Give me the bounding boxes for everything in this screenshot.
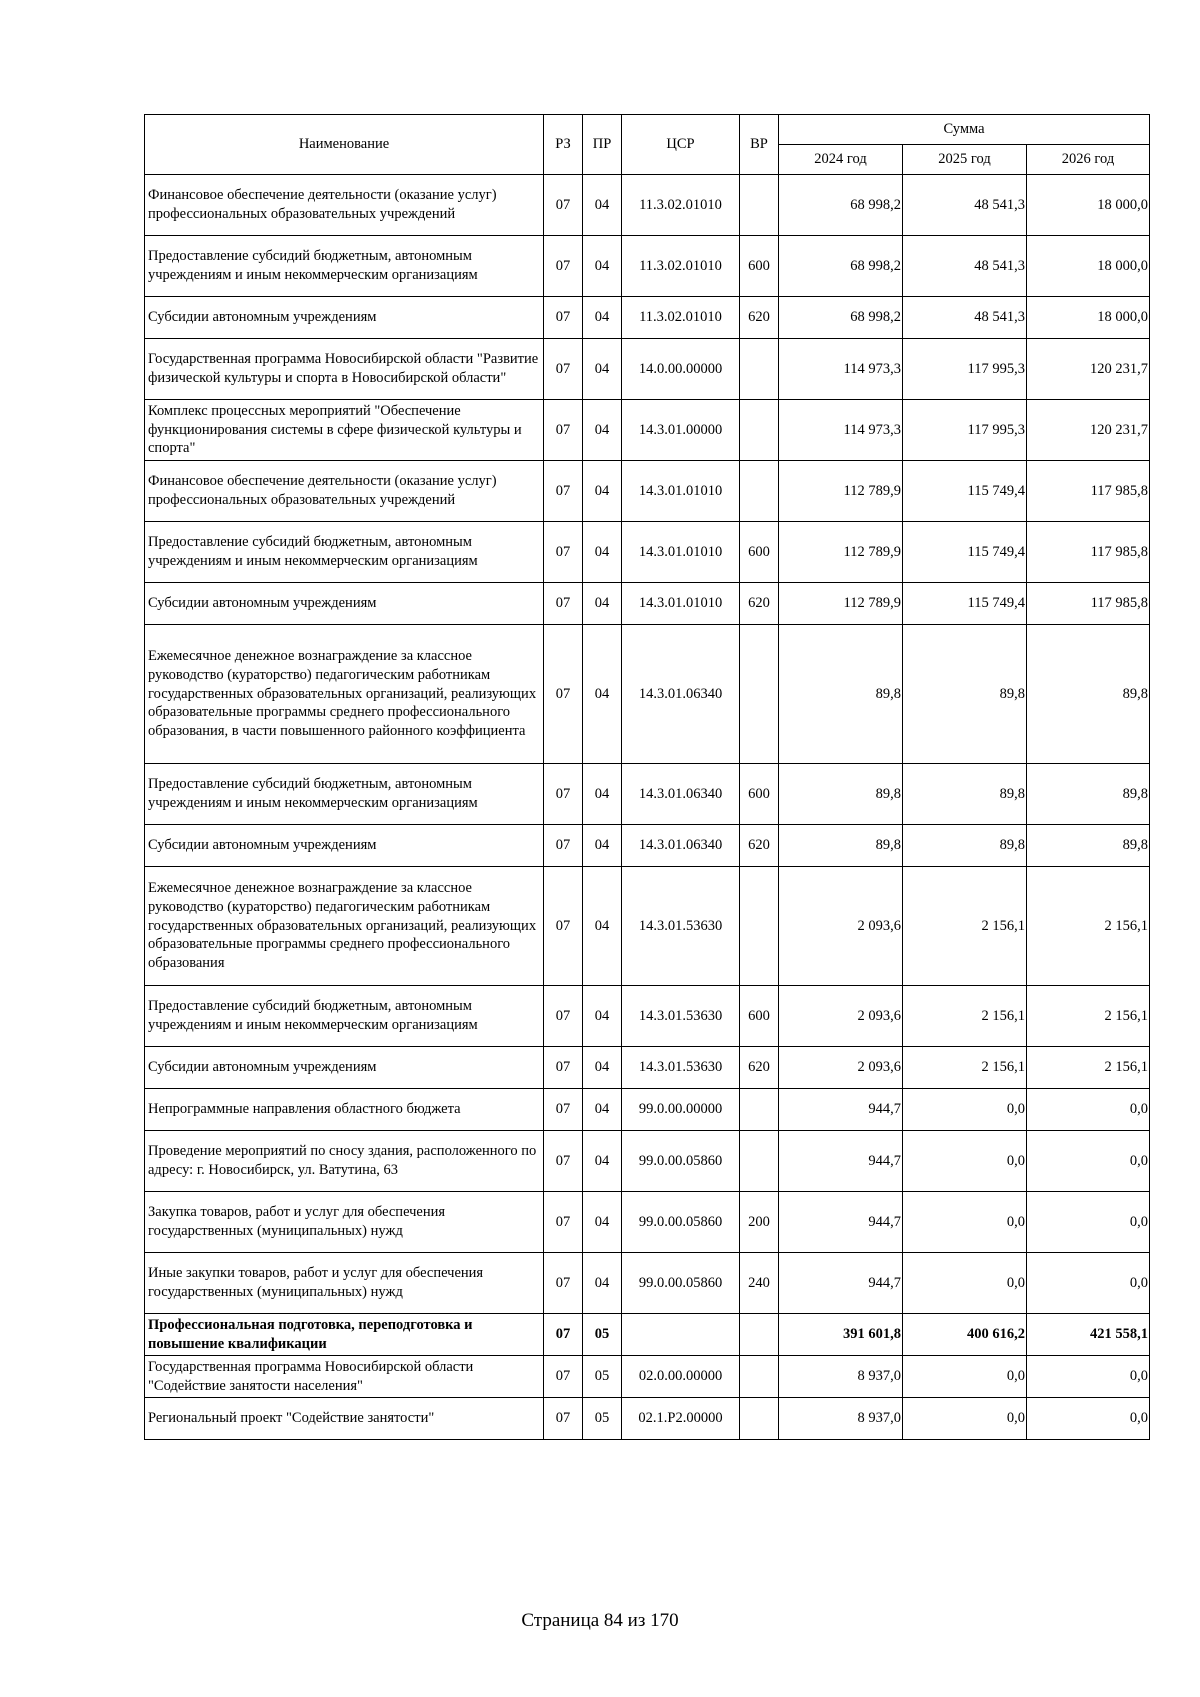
row-name: Комплекс процессных мероприятий "Обеспечение функционирования системы в сфере физической культуры и спорта" xyxy=(145,400,544,461)
row-csr: 14.3.01.06340 xyxy=(622,625,740,764)
row-vr xyxy=(740,175,779,236)
row-sum-2026: 18 000,0 xyxy=(1027,297,1150,339)
row-sum-2025: 0,0 xyxy=(903,1398,1027,1440)
row-vr xyxy=(740,400,779,461)
row-sum-2026: 89,8 xyxy=(1027,625,1150,764)
row-pr: 04 xyxy=(583,986,622,1047)
row-sum-2025: 48 541,3 xyxy=(903,236,1027,297)
row-sum-2024: 112 789,9 xyxy=(779,461,903,522)
row-sum-2025: 117 995,3 xyxy=(903,339,1027,400)
row-name: Закупка товаров, работ и услуг для обеспечения государственных (муниципальных) нужд xyxy=(145,1192,544,1253)
row-sum-2025: 48 541,3 xyxy=(903,297,1027,339)
row-sum-2026: 120 231,7 xyxy=(1027,400,1150,461)
row-sum-2026: 421 558,1 xyxy=(1027,1314,1150,1356)
row-pr: 04 xyxy=(583,339,622,400)
row-rz: 07 xyxy=(544,297,583,339)
row-name: Профессиональная подготовка, переподготовка и повышение квалификации xyxy=(145,1314,544,1356)
row-sum-2024: 2 093,6 xyxy=(779,867,903,986)
table-row xyxy=(145,1253,1150,1314)
table-row xyxy=(145,175,1150,236)
row-pr: 04 xyxy=(583,175,622,236)
table-row xyxy=(145,1089,1150,1131)
table-row xyxy=(145,583,1150,625)
header-vr: ВР xyxy=(740,115,779,175)
row-sum-2025: 400 616,2 xyxy=(903,1314,1027,1356)
row-csr: 99.0.00.05860 xyxy=(622,1131,740,1192)
row-sum-2024: 944,7 xyxy=(779,1089,903,1131)
row-name: Иные закупки товаров, работ и услуг для обеспечения государственных (муниципальных) нужд xyxy=(145,1253,544,1314)
table-row xyxy=(145,986,1150,1047)
row-vr xyxy=(740,461,779,522)
row-name: Предоставление субсидий бюджетным, автономным учреждениям и иным некоммерческим организациям xyxy=(145,764,544,825)
row-sum-2026: 117 985,8 xyxy=(1027,522,1150,583)
row-sum-2024: 2 093,6 xyxy=(779,986,903,1047)
row-vr xyxy=(740,867,779,986)
table-row xyxy=(145,339,1150,400)
header-csr: ЦСР xyxy=(622,115,740,175)
row-name: Проведение мероприятий по сносу здания, расположенного по адресу: г. Новосибирск, ул. Ватутина, 63 xyxy=(145,1131,544,1192)
row-rz: 07 xyxy=(544,175,583,236)
row-sum-2024: 8 937,0 xyxy=(779,1356,903,1398)
row-sum-2025: 89,8 xyxy=(903,764,1027,825)
row-rz: 07 xyxy=(544,236,583,297)
header-year-2025: 2025 год xyxy=(903,145,1027,175)
header-pr: ПР xyxy=(583,115,622,175)
row-name: Субсидии автономным учреждениям xyxy=(145,297,544,339)
row-csr: 14.3.01.00000 xyxy=(622,400,740,461)
table-row xyxy=(145,1398,1150,1440)
row-rz: 07 xyxy=(544,825,583,867)
row-sum-2024: 944,7 xyxy=(779,1253,903,1314)
row-sum-2024: 89,8 xyxy=(779,825,903,867)
row-sum-2026: 18 000,0 xyxy=(1027,175,1150,236)
row-sum-2026: 18 000,0 xyxy=(1027,236,1150,297)
row-rz: 07 xyxy=(544,625,583,764)
table-body xyxy=(145,175,1150,1440)
table-row xyxy=(145,297,1150,339)
row-pr: 04 xyxy=(583,764,622,825)
table-row xyxy=(145,522,1150,583)
row-sum-2024: 112 789,9 xyxy=(779,583,903,625)
row-sum-2024: 114 973,3 xyxy=(779,339,903,400)
row-rz: 07 xyxy=(544,1047,583,1089)
row-pr: 04 xyxy=(583,461,622,522)
row-sum-2026: 89,8 xyxy=(1027,764,1150,825)
row-csr: 14.3.01.01010 xyxy=(622,583,740,625)
header-sum: Сумма xyxy=(779,115,1150,145)
row-pr: 04 xyxy=(583,400,622,461)
row-name: Государственная программа Новосибирской области "Содействие занятости населения" xyxy=(145,1356,544,1398)
row-rz: 07 xyxy=(544,1398,583,1440)
row-pr: 04 xyxy=(583,1131,622,1192)
row-vr xyxy=(740,1356,779,1398)
table-row xyxy=(145,236,1150,297)
row-csr: 14.3.01.01010 xyxy=(622,522,740,583)
header-name: Наименование xyxy=(145,115,544,175)
table-row xyxy=(145,867,1150,986)
budget-table xyxy=(144,114,1150,1440)
row-sum-2025: 2 156,1 xyxy=(903,1047,1027,1089)
row-sum-2025: 0,0 xyxy=(903,1131,1027,1192)
row-name: Предоставление субсидий бюджетным, автономным учреждениям и иным некоммерческим организациям xyxy=(145,236,544,297)
row-sum-2026: 2 156,1 xyxy=(1027,1047,1150,1089)
row-rz: 07 xyxy=(544,1131,583,1192)
table-row xyxy=(145,1047,1150,1089)
row-csr xyxy=(622,1314,740,1356)
row-csr: 02.1.P2.00000 xyxy=(622,1398,740,1440)
table-row xyxy=(145,764,1150,825)
header-year-2026: 2026 год xyxy=(1027,145,1150,175)
row-sum-2025: 89,8 xyxy=(903,625,1027,764)
row-csr: 14.3.01.06340 xyxy=(622,825,740,867)
row-sum-2026: 89,8 xyxy=(1027,825,1150,867)
row-name: Ежемесячное денежное вознаграждение за классное руководство (кураторство) педагогическим работникам государственных образовательных организаций, реализующих образовательные программы среднего профессионального образования, в части повышенного районного коэффициента xyxy=(145,625,544,764)
row-pr: 05 xyxy=(583,1314,622,1356)
row-vr: 600 xyxy=(740,236,779,297)
row-sum-2025: 2 156,1 xyxy=(903,986,1027,1047)
row-sum-2024: 8 937,0 xyxy=(779,1398,903,1440)
row-sum-2024: 68 998,2 xyxy=(779,297,903,339)
row-sum-2026: 120 231,7 xyxy=(1027,339,1150,400)
row-sum-2024: 114 973,3 xyxy=(779,400,903,461)
row-sum-2024: 89,8 xyxy=(779,764,903,825)
row-sum-2026: 117 985,8 xyxy=(1027,583,1150,625)
row-sum-2026: 0,0 xyxy=(1027,1356,1150,1398)
row-sum-2026: 0,0 xyxy=(1027,1131,1150,1192)
row-pr: 05 xyxy=(583,1356,622,1398)
row-vr: 240 xyxy=(740,1253,779,1314)
row-vr xyxy=(740,1398,779,1440)
row-sum-2024: 391 601,8 xyxy=(779,1314,903,1356)
row-sum-2026: 0,0 xyxy=(1027,1398,1150,1440)
header-row-top xyxy=(145,115,1150,145)
row-rz: 07 xyxy=(544,461,583,522)
row-pr: 04 xyxy=(583,867,622,986)
row-sum-2026: 0,0 xyxy=(1027,1089,1150,1131)
row-name: Предоставление субсидий бюджетным, автономным учреждениям и иным некоммерческим организациям xyxy=(145,986,544,1047)
row-csr: 02.0.00.00000 xyxy=(622,1356,740,1398)
row-rz: 07 xyxy=(544,583,583,625)
row-sum-2025: 117 995,3 xyxy=(903,400,1027,461)
row-csr: 14.3.01.01010 xyxy=(622,461,740,522)
row-pr: 04 xyxy=(583,1253,622,1314)
table-row xyxy=(145,1192,1150,1253)
row-csr: 11.3.02.01010 xyxy=(622,236,740,297)
row-vr: 600 xyxy=(740,764,779,825)
table-row xyxy=(145,400,1150,461)
row-vr xyxy=(740,1314,779,1356)
row-name: Государственная программа Новосибирской области "Развитие физической культуры и спорта в Новосибирской области" xyxy=(145,339,544,400)
row-csr: 14.3.01.53630 xyxy=(622,867,740,986)
row-sum-2024: 112 789,9 xyxy=(779,522,903,583)
row-vr xyxy=(740,1131,779,1192)
table-row xyxy=(145,825,1150,867)
row-csr: 99.0.00.05860 xyxy=(622,1192,740,1253)
row-sum-2024: 89,8 xyxy=(779,625,903,764)
row-pr: 04 xyxy=(583,825,622,867)
row-name: Финансовое обеспечение деятельности (оказание услуг) профессиональных образовательных учреждений xyxy=(145,461,544,522)
row-sum-2025: 2 156,1 xyxy=(903,867,1027,986)
row-name: Ежемесячное денежное вознаграждение за классное руководство (кураторство) педагогическим работникам государственных образовательных организаций, реализующих образовательные программы среднего профессионального образования xyxy=(145,867,544,986)
row-sum-2024: 68 998,2 xyxy=(779,175,903,236)
page-number: Страница 84 из 170 xyxy=(521,1610,679,1631)
row-sum-2025: 0,0 xyxy=(903,1089,1027,1131)
row-rz: 07 xyxy=(544,986,583,1047)
row-vr: 600 xyxy=(740,986,779,1047)
row-csr: 11.3.02.01010 xyxy=(622,175,740,236)
row-sum-2025: 0,0 xyxy=(903,1356,1027,1398)
row-name: Непрограммные направления областного бюджета xyxy=(145,1089,544,1131)
row-name: Финансовое обеспечение деятельности (оказание услуг) профессиональных образовательных учреждений xyxy=(145,175,544,236)
row-sum-2025: 0,0 xyxy=(903,1253,1027,1314)
row-vr: 620 xyxy=(740,1047,779,1089)
row-csr: 14.0.00.00000 xyxy=(622,339,740,400)
row-pr: 04 xyxy=(583,522,622,583)
row-sum-2025: 115 749,4 xyxy=(903,522,1027,583)
row-name: Субсидии автономным учреждениям xyxy=(145,583,544,625)
row-pr: 04 xyxy=(583,1089,622,1131)
row-csr: 11.3.02.01010 xyxy=(622,297,740,339)
row-sum-2025: 48 541,3 xyxy=(903,175,1027,236)
row-sum-2024: 2 093,6 xyxy=(779,1047,903,1089)
row-rz: 07 xyxy=(544,522,583,583)
row-rz: 07 xyxy=(544,867,583,986)
row-name: Субсидии автономным учреждениям xyxy=(145,1047,544,1089)
row-sum-2024: 944,7 xyxy=(779,1192,903,1253)
table-row xyxy=(145,1131,1150,1192)
row-rz: 07 xyxy=(544,339,583,400)
row-csr: 14.3.01.06340 xyxy=(622,764,740,825)
header-rz: РЗ xyxy=(544,115,583,175)
row-rz: 07 xyxy=(544,1089,583,1131)
row-sum-2026: 2 156,1 xyxy=(1027,986,1150,1047)
row-rz: 07 xyxy=(544,764,583,825)
row-pr: 04 xyxy=(583,1192,622,1253)
row-csr: 14.3.01.53630 xyxy=(622,986,740,1047)
row-sum-2025: 89,8 xyxy=(903,825,1027,867)
row-pr: 04 xyxy=(583,625,622,764)
row-sum-2026: 0,0 xyxy=(1027,1192,1150,1253)
row-vr xyxy=(740,1089,779,1131)
row-name: Субсидии автономным учреждениям xyxy=(145,825,544,867)
row-vr: 620 xyxy=(740,583,779,625)
row-vr: 620 xyxy=(740,825,779,867)
row-csr: 14.3.01.53630 xyxy=(622,1047,740,1089)
row-pr: 04 xyxy=(583,1047,622,1089)
row-sum-2025: 0,0 xyxy=(903,1192,1027,1253)
row-sum-2026: 2 156,1 xyxy=(1027,867,1150,986)
row-vr: 620 xyxy=(740,297,779,339)
row-vr: 600 xyxy=(740,522,779,583)
row-vr xyxy=(740,339,779,400)
table-row xyxy=(145,461,1150,522)
row-sum-2026: 0,0 xyxy=(1027,1253,1150,1314)
table-row xyxy=(145,1314,1150,1356)
table-row xyxy=(145,625,1150,764)
row-pr: 05 xyxy=(583,1398,622,1440)
row-name: Предоставление субсидий бюджетным, автономным учреждениям и иным некоммерческим организациям xyxy=(145,522,544,583)
row-rz: 07 xyxy=(544,1356,583,1398)
row-rz: 07 xyxy=(544,400,583,461)
row-vr xyxy=(740,625,779,764)
row-pr: 04 xyxy=(583,297,622,339)
row-name: Региональный проект "Содействие занятости" xyxy=(145,1398,544,1440)
row-rz: 07 xyxy=(544,1314,583,1356)
row-rz: 07 xyxy=(544,1253,583,1314)
row-rz: 07 xyxy=(544,1192,583,1253)
row-sum-2024: 68 998,2 xyxy=(779,236,903,297)
row-sum-2024: 944,7 xyxy=(779,1131,903,1192)
table-row xyxy=(145,1356,1150,1398)
header-year-2024: 2024 год xyxy=(779,145,903,175)
row-csr: 99.0.00.05860 xyxy=(622,1253,740,1314)
row-csr: 99.0.00.00000 xyxy=(622,1089,740,1131)
row-vr: 200 xyxy=(740,1192,779,1253)
row-sum-2026: 117 985,8 xyxy=(1027,461,1150,522)
row-pr: 04 xyxy=(583,583,622,625)
row-pr: 04 xyxy=(583,236,622,297)
row-sum-2025: 115 749,4 xyxy=(903,583,1027,625)
row-sum-2025: 115 749,4 xyxy=(903,461,1027,522)
